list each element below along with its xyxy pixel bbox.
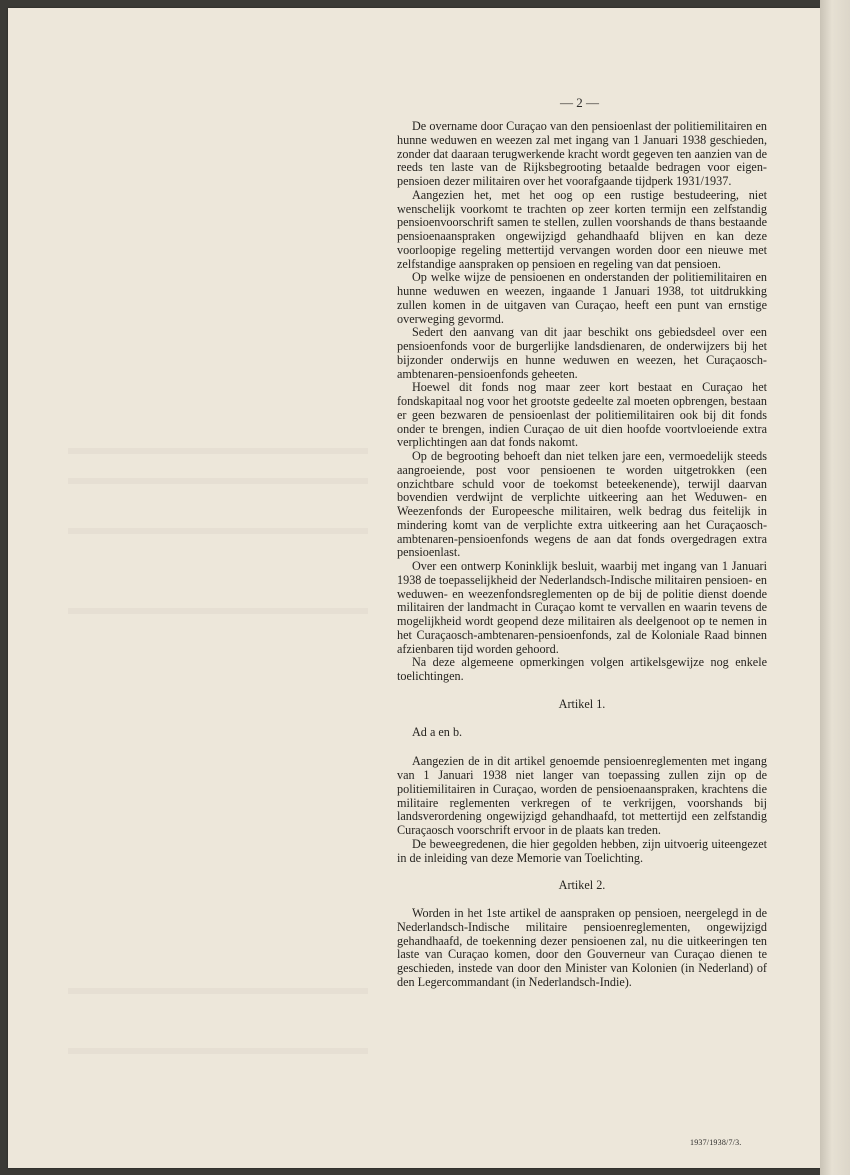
footer-reference: 1937/1938/7/3. [690,1138,742,1147]
paragraph: Aangezien de in dit artikel genoemde pensioenreglementen met ingang van 1 Januari 1938 niet langer van toepassing zullen zijn op de politiemilitairen in Curaçao, worden de pensioenaanspraken, krachtens die militaire reglementen verkregen of te verkrijgen, voorshands bij landsverordening ongewijzigd gehandhaafd, tot mettertijd een zelfstandig Curaçaosch voorschrift ervoor in de plaats kan treden. [397,754,767,837]
paragraph: Op de begrooting behoeft dan niet telken jare een, vermoedelijk steeds aangroeiende, post voor pensioenen te worden uitgetrokken (een onzichtbare schuld voor de toekomst beteekenende), terwijl daarvan bovendien verdwijnt de verplichte uitkeering aan het Weduwen- en Weezenfonds der Europeesche militairen, welk bedrag dus feitelijk in mindering komt van de verplichte extra uitkeering aan het Curaçaosch-ambtenaren-pensioenfonds wegens de aan dat fonds overgedragen extra pensioenlast. [397,449,767,560]
paragraph: Aangezien het, met het oog op een rustige bestudeering, niet wenschelijk voorkomt te trachten op zeer korten termijn een zelfstandig pensioenvoorschrift samen te stellen, zullen voorshands de thans bestaande pensioenaanspraken ongewijzigd gehandhaafd blijven en kan deze voorloopige regeling mettertijd vervangen worden door een nieuwe met zelfstandige aanspraken op pensioen en regeling van dat pensioen. [397,187,767,271]
paragraph: De beweegredenen, die hier gegolden hebben, zijn uitvoerig uiteengezet in de inleiding van deze Memorie van Toelichting. [397,836,767,865]
article-2-heading: Artikel 2. [558,878,606,893]
paragraph: De overname door Curaçao van den pensioenlast der politiemilitairen en hunne weduwen en weezen zal met ingang van 1 Januari 1938 geschieden, zonder dat daaraan terugwerkende kracht wordt gegeven ten aanzien van de reeds ten laste van de Rijksbegrooting betaalde bedragen voor eigen-pensioen dezer militairen over het voorafgaande tijdperk 1931/1937. [397,119,767,188]
bleed-through-line [68,1048,368,1054]
paragraph: Na deze algemeene opmerkingen volgen artikelsgewijze nog enkele toelichtingen. [397,655,767,683]
bleed-through-line [68,478,368,484]
paragraph: Sedert den aanvang van dit jaar beschikt ons gebiedsdeel over een pensioenfonds voor de burgerlijke landsdienaren, de onderwijzers bij het bijzonder onderwijs en hunne weduwen en weezen, het Curaçaosch-ambtenaren-pensioenfonds geheeten. [397,325,767,381]
article-1-subheading: Ad a en b. [412,724,463,739]
body-text [397,120,767,990]
paragraph: Hoewel dit fonds nog maar zeer kort bestaat en Curaçao het fondskapitaal nog voor het grootste gedeelte zal moeten opbrengen, bestaan er geen bezwaren de pensioenlast der politiemilitairen ook bij dit fonds onder te brengen, indien Curaçao de uit dien hoofde voortvloeiende extra verplichtingen aan dat fonds nakomt. [397,380,767,450]
page-number: — 2 — [560,95,599,110]
bleed-through-line [68,448,368,454]
bleed-through-line [68,528,368,534]
bleed-through-line [68,608,368,614]
article-1-heading: Artikel 1. [558,696,606,711]
paragraph: Over een ontwerp Koninklijk besluit, waarbij met ingang van 1 Januari 1938 de toepasselijkheid der Nederlandsch-Indische militairen pensioen- en weduwen- en weezenfondsreglementen op de bij de politie dienst doende militairen der landmacht in Curaçao komt te vervallen en waarin tevens de mogelijkheid wordt geopend deze militairen als deelgenoot op te nemen in het Curaçaosch-ambtenaren-pensioenfonds, zal de Koloniale Raad binnen afzienbaren tijd worden gehoord. [397,559,767,656]
page-fold-edge [820,0,850,1175]
bleed-through-line [68,988,368,994]
paragraph: Worden in het 1ste artikel de aanspraken op pensioen, neergelegd in de Nederlandsch-Indische militaire pensioenreglementen, ongewijzigd gehandhaafd, de toekenning dezer pensioenen zal, nu die uitkeeringen ten laste van Curaçao komen, door den Gouverneur van Curaçao dienen te geschieden, instede van door den Minister van Kolonien (in Nederland) of den Legercommandant (in Nederlandsch-Indie). [397,906,767,989]
paragraph: Op welke wijze de pensioenen en onderstanden der politiemilitairen en hunne weduwen en weezen, ingaande 1 Januari 1938, tot uitdrukking zullen komen in de uitgaven van Curaçao, heeft een punt van ernstige overweging gevormd. [397,270,767,326]
